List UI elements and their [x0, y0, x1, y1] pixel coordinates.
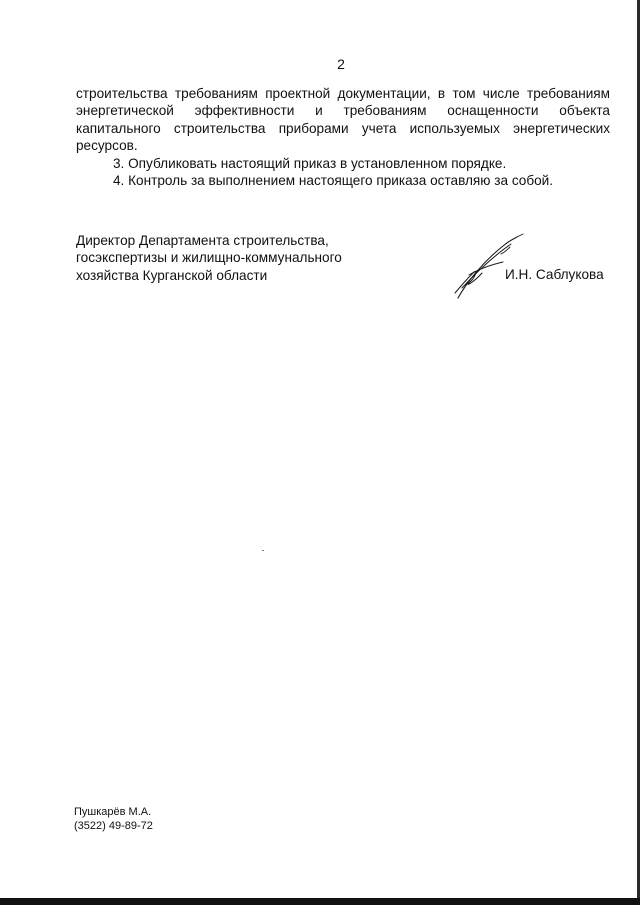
paragraph-item-3: 3. Опубликовать настоящий приказ в установленном порядке. [113, 155, 507, 171]
document-body [76, 85, 610, 189]
scan-speck [262, 550, 264, 551]
executor-info [74, 805, 153, 833]
executor-phone: (3522) 49-89-72 [74, 820, 153, 832]
paragraph-item-4: 4. Контроль за выполнением настоящего приказа оставляю за собой. [113, 173, 554, 189]
paragraph-continuation: строительства требованиям проектной документации, в том числе требованиям энергетической эффективности и требованиям оснащенности объекта капитального строительства приборами учета используемых энергетических ресурсов. [76, 86, 610, 154]
executor-name: Пушкарёв М.А. [74, 806, 152, 818]
signatory-name: И.Н. Саблукова [505, 267, 604, 282]
page-number: 2 [337, 56, 345, 72]
position-line-3: хозяйства Курганской области [76, 267, 268, 283]
scan-edge-bottom [0, 898, 640, 905]
position-line-1: Директор Департамента строительства, [76, 233, 329, 248]
signatory-position [76, 232, 376, 284]
position-line-2: госэкспертизы и жилищно-коммунального [76, 250, 342, 266]
